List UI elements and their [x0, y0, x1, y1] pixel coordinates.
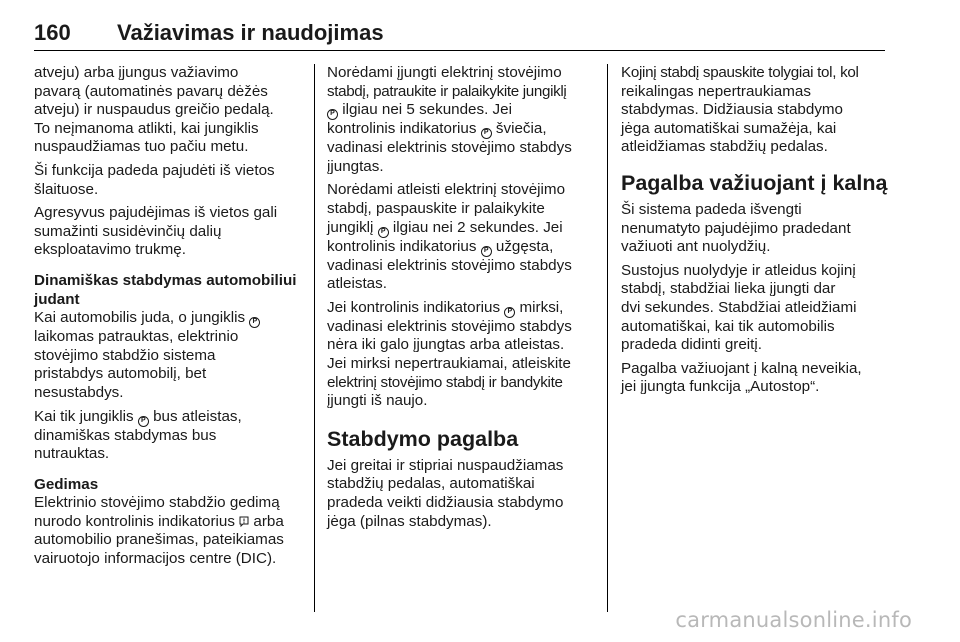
column-2 — [327, 64, 595, 536]
parking-brake-icon: P — [481, 128, 492, 139]
paragraph: Agresyvus pajudėjimas iš vietos gali sumažinti susidėvinčių dalių eksploatavimo trukmę. — [34, 204, 278, 259]
column-1 — [34, 64, 304, 574]
paragraph: Sustojus nuolydyje ir atleidus kojinį stabdį, stabdžiai lieka įjungti dar dvi sekundes. Stabdžiai atleidžiami automatiškai, kai tik automobilis pradeda didinti greitį. — [621, 261, 857, 354]
paragraph: Ši funkcija padeda pajudėti iš vietos šlaituose. — [34, 161, 275, 198]
column-3 — [621, 64, 891, 402]
parking-brake-icon: P — [481, 246, 492, 257]
parking-brake-icon: P — [378, 227, 389, 238]
paragraph: Kai automobilis juda, o jungiklis P laikomas patrauktas, elektrinio stovėjimo stabdžio sistema pristabdys automobilį, bet nesustabdys. — [34, 309, 304, 402]
paragraph: Pagalba važiuojant į kalną neveikia, jei įjungta funkcija „Autostop“. — [621, 359, 862, 396]
section-heading-hill-start-assist: Pagalba važiuojant į kalną — [621, 170, 888, 195]
section-heading-brake-assist: Stabdymo pagalba — [327, 426, 519, 451]
parking-brake-icon: P — [504, 307, 515, 318]
paragraph: Ši sistema padeda išvengti nenumatyto pajudėjimo pradedant važiuoti ant nuolydžių. — [621, 200, 851, 256]
chapter-title: Važiavimas ir naudojimas — [117, 20, 384, 45]
header-rule — [34, 50, 885, 51]
paragraph: Jei greitai ir stipriai nuspaudžiamas stabdžių pedalas, automatiškai pradeda veikti didžiausia stabdymo jėga (pilnas stabdymas). — [327, 456, 564, 530]
parking-brake-icon: P — [249, 317, 260, 328]
paragraph: Elektrinio stovėjimo stabdžio gedimą nurodo kontrolinis indikatorius arba automobilio pranešimas, pateikiamas vairuotojo informacijos centre (DIC). — [34, 494, 284, 568]
column-divider — [607, 64, 608, 612]
section-heading-dynamic-braking: Dinamiškas stabdymas automobiliui judant — [34, 271, 297, 308]
paragraph: Kojinį stabdį spauskite tolygiai tol, kol reikalingas nepertraukiamas stabdymas. Didžiausia stabdymo jėga automatiškai sumažėja, kai atleidžiamas stabdžių pedalas. — [621, 64, 859, 156]
paragraph: atveju) arba įjungus važiavimo pavarą (automatinės pavarų dėžės atveju) ir nuspaudus greičio pedalą. To neįmanoma atlikti, kai jungiklis nuspaudžiamas tuo pačiu metu. — [34, 64, 274, 156]
column-divider — [314, 64, 315, 612]
watermark-link[interactable]: carmanualsonline.info — [675, 608, 912, 632]
paragraph: Jei kontrolinis indikatorius P mirksi, vadinasi elektrinis stovėjimo stabdys nėra iki galo įjungtas arba atleistas. Jei mirksi nepertraukiamai, atleiskite elektrinį stovėjimo stabdį ir bandykite įjungti iš naujo. — [327, 298, 572, 410]
paragraph: Kai tik jungiklis P bus atleistas, dinamiškas stabdymas bus nutrauktas. — [34, 407, 242, 463]
page-header — [34, 20, 884, 50]
parking-brake-icon: P — [327, 109, 338, 120]
parking-brake-icon: P — [138, 416, 149, 427]
page-number: 160 — [34, 20, 71, 45]
paragraph: Norėdami įjungti elektrinį stovėjimo stabdį, patraukite ir palaikykite jungiklį P ilgiau nei 5 sekundes. Jei kontrolinis indikatorius P šviečia, vadinasi elektrinis stovėjimo stabdys įjungtas. — [327, 64, 572, 175]
section-heading-fault: Gedimas — [34, 475, 99, 493]
brake-warning-icon — [239, 516, 249, 527]
paragraph: Norėdami atleisti elektrinį stovėjimo stabdį, paspauskite ir palaikykite jungiklį P ilgiau nei 2 sekundes. Jei kontrolinis indikatorius P užgęsta, vadinasi elektrinis stovėjimo stabdys atleistas. — [327, 181, 572, 293]
